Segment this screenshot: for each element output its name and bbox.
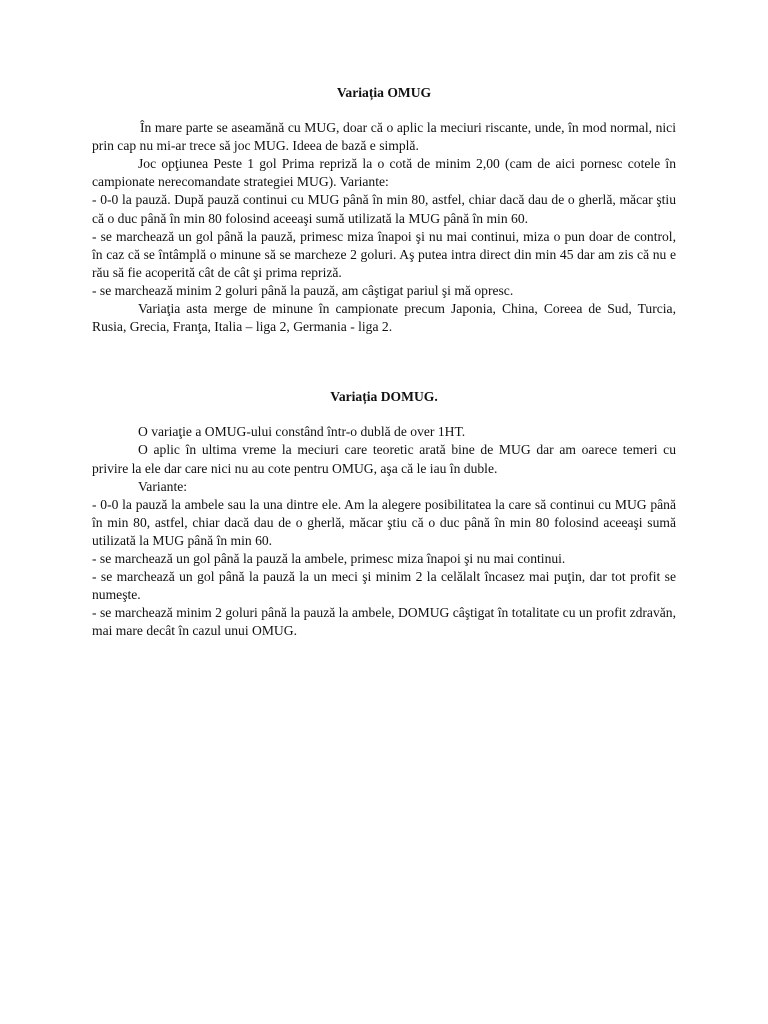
list-item: - se marchează un gol până la pauză, primesc miza înapoi şi nu mai continui, miza o pun doar de control, în caz că se întâmplă o minune să se marcheze 2 goluri. Aş putea intra direct din min 45 dar am zis că nu e rău să fie acoperită cât de cât şi prima repriză. bbox=[92, 228, 676, 280]
paragraph: O variaţie a OMUG-ului constând într-o dublă de over 1HT. bbox=[138, 424, 466, 440]
paragraph: Variante: bbox=[138, 478, 188, 494]
section-spacer bbox=[92, 336, 676, 388]
list-item: - 0-0 la pauză la ambele sau la una dintre ele. Am la alegere posibilitatea la care să continui cu MUG până în min 80, astfel, chiar dacă dau de o gherlă, măcar ştiu că o duc până în min 80 folosind aceeaşi sumă utilizată la MUG până în min 60. bbox=[92, 496, 676, 548]
list-item: - se marchează un gol până la pauză la ambele, primesc miza înapoi şi nu mai continui. bbox=[92, 550, 566, 566]
paragraph: În mare parte se aseamănă cu MUG, doar că o aplic la meciuri riscante, unde, în mod normal, nici prin cap nu mi-ar trece să joc MUG. Ideea de bază e simplă. bbox=[92, 120, 676, 154]
list-item: - se marchează un gol până la pauză la un meci şi minim 2 la celălalt încasez mai puţin, dar tot profit se numeşte. bbox=[92, 569, 676, 603]
list-item: - se marchează minim 2 goluri până la pauză la ambele, DOMUG câştigat în totalitate cu un profit zdravăn, mai mare decât în cazul unui OMUG. bbox=[92, 605, 676, 639]
paragraph: O aplic în ultima vreme la meciuri care teoretic arată bine de MUG dar am oarece temeri cu privire la ele dar care nici nu au cote pentru OMUG, aşa că le iau în duble. bbox=[92, 442, 676, 476]
section-title-domug: Variația DOMUG. bbox=[330, 389, 438, 405]
section-body-omug bbox=[92, 119, 676, 336]
paragraph: Variaţia asta merge de minune în campionate precum Japonia, China, Coreea de Sud, Turcia, Rusia, Grecia, Franţa, Italia – liga 2, Germania - liga 2. bbox=[92, 301, 676, 335]
section-body-domug bbox=[92, 423, 676, 640]
paragraph: Joc opţiunea Peste 1 gol Prima repriză la o cotă de minim 2,00 (cam de aici pornesc cotele în campionate nerecomandate strategiei MUG). Variante: bbox=[92, 156, 676, 190]
document-page bbox=[92, 84, 676, 640]
list-item: - se marchează minim 2 goluri până la pauză, am câştigat pariul şi mă opresc. bbox=[92, 282, 514, 298]
section-title-omug: Variația OMUG bbox=[336, 85, 432, 100]
list-item: - 0-0 la pauză. După pauză continui cu MUG până în min 80, astfel, chiar dacă dau de o gherlă, măcar ştiu că o duc până în min 80 folosind aceeaşi sumă utilizată la MUG până în min 60. bbox=[92, 192, 676, 226]
